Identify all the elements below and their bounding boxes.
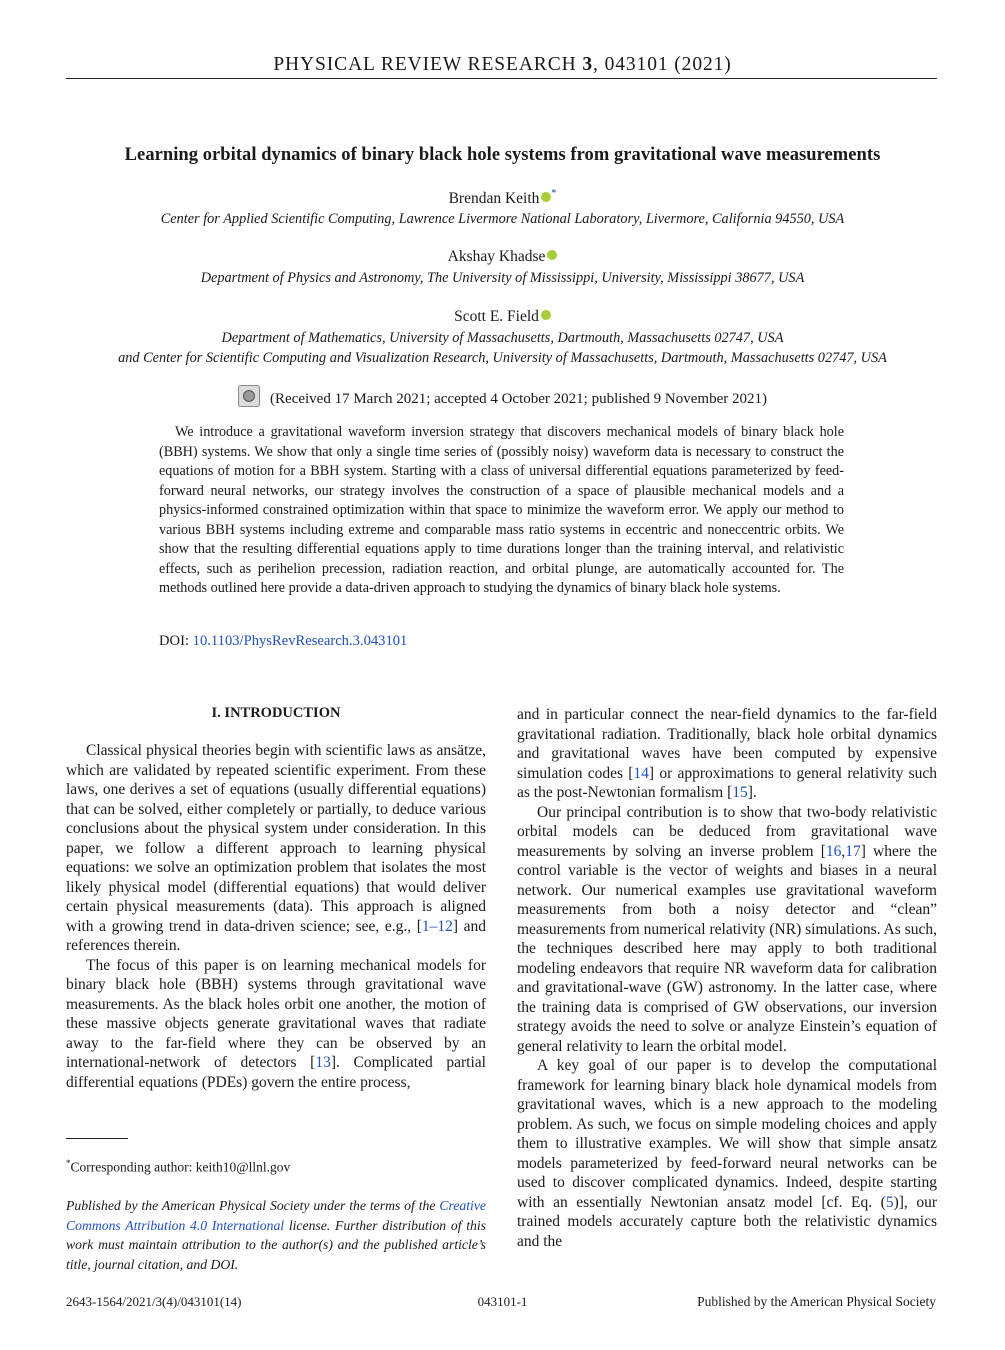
author-name: Akshay Khadse [0,248,1005,266]
citation-link[interactable]: 16 [825,842,842,860]
journal-citation: , 043101 (2021) [593,54,732,75]
citation-link[interactable]: 14 [633,764,649,782]
journal-volume: 3 [582,54,594,75]
equation-link[interactable]: 5 [885,1193,894,1211]
author-affiliation: Department of Physics and Astronomy, The University of Mississippi, University, Mississippi 38677, USA [200,270,805,286]
paragraph: Our principal contribution is to show that two-body relativistic orbital models can be deduced from gravitational wave measurements by solving an inverse problem [16,17] where the control variable is the vector of weights and biases in a neural network. Our numerical examples use gravitational waveform measurements from both a noisy detector and “clean” measurements from numerical relativity (NR) simulations. As such, the techniques described here may apply to both traditional modeling endeavors that require NR waveform data for calibration and gravitational-wave (GW) astronomy. In the latter case, where the training data is comprised of GW observations, our inversion strategy avoids the need to solve or analyze Einstein’s equation of general relativity to learn the orbital model. [517,803,937,1055]
author-name: Scott E. Field [0,308,1005,326]
corresponding-marker[interactable]: * [551,188,557,199]
orcid-icon[interactable] [541,192,551,202]
check-for-updates-icon[interactable] [238,385,260,407]
received-dates: (Received 17 March 2021; accepted 4 October 2021; published 9 November 2021) [0,385,1005,408]
section-heading: I. INTRODUCTION [211,705,341,721]
citation-link[interactable]: 1–12 [421,917,453,935]
paragraph: The focus of this paper is on learning mechanical models for binary black hole (BBH) systems through gravitational wave measurements. As the black holes orbit one another, the motion of these massive objects generate gravitational waves that radiate away to the far-field where they can be observed by an international-network of detectors [13]. Complicated partial differential equations (PDEs) govern the entire process, [66,956,486,1091]
orcid-icon[interactable] [547,250,557,260]
journal-name: PHYSICAL REVIEW RESEARCH [273,54,577,75]
citation-link[interactable]: 17 [845,842,861,860]
left-column [66,741,486,1092]
citation-link[interactable]: 15 [732,784,748,801]
license-notice: Published by the American Physical Society under the terms of the Creative Commons Attribution 4.0 International license. Further distribution of this work must maintain attribution to the author(s) and the published article’s title, journal citation, and DOI. [66,1198,486,1272]
author-affiliation-2: and Center for Scientific Computing and Visualization Research, University of Massachusetts, Dartmouth, Massachusetts 02747, USA [118,350,887,366]
author-affiliation: Center for Applied Scientific Computing, Lawrence Livermore National Laboratory, Livermore, California 94550, USA [160,211,845,227]
abstract: We introduce a gravitational waveform inversion strategy that discovers mechanical models of binary black hole (BBH) systems. We show that only a single time series of (possibly noisy) waveform data is necessary to construct the equations of motion for a BBH system. Starting with a class of universal differential equations parameterized by feed-forward neural networks, our strategy involves the construction of a space of plausible mechanical models and a physics-informed constrained optimization within that space to minimize the waveform error. We apply our method to various BBH systems including extreme and comparable mass ratio systems in eccentric and noneccentric orbits. We show that the resulting differential equations apply to time durations longer than the training interval, and relativistic effects, such as perihelion precession, radiation reaction, and orbital plunge, are automatically accounted for. The methods outlined here provide a data-driven approach to studying the dynamics of binary black hole systems. [159,424,844,596]
footnote-rule [66,1138,128,1139]
citation-link[interactable]: 13 [315,1054,331,1071]
author-affiliation: Department of Mathematics, University of Massachusetts, Dartmouth, Massachusetts 02747, USA [221,330,784,346]
footnote: *Corresponding author: keith10@llnl.gov [66,1158,291,1175]
footer-issn: 2643-1564/2021/3(4)/043101(14) [66,1294,242,1309]
doi-link[interactable]: 10.1103/PhysRevResearch.3.043101 [192,633,408,649]
orcid-icon[interactable] [541,310,551,320]
header-rule [66,78,937,79]
footer-publisher: Published by the American Physical Society [697,1294,936,1309]
right-column [517,705,937,1251]
doi: DOI: 10.1103/PhysRevResearch.3.043101 [159,633,408,649]
page-number: 043101-1 [477,1294,528,1309]
paragraph: A key goal of our paper is to develop the computational framework for learning binary black hole dynamical models from gravitational waves, which is a new approach to the modeling problem. As such, we focus on simple modeling choices and apply them to illustrative examples. We will show that simple ansatz models parameterized by feed-forward neural networks can be used to discover complicated dynamics. Indeed, despite starting with an essentially Newtonian ansatz model [cf. Eq. (5)], our trained models accurately capture both the relativistic dynamics and the [517,1057,937,1250]
license-link[interactable]: Creative Commons Attribution 4.0 International [66,1198,486,1233]
author-name: Brendan Keith * [448,188,557,207]
paper-title: Learning orbital dynamics of binary black hole systems from gravitational wave measurements [124,145,881,165]
paragraph: and in particular connect the near-field dynamics to the far-field gravitational radiation. Traditionally, black hole orbital dynamics and gravitational waves have been computed by expensive simulation codes [14] or approximations to general relativity such as the post-Newtonian formalism [15]. [517,706,937,801]
running-head [66,54,939,78]
paragraph: Classical physical theories begin with scientific laws as ansätze, which are validated by repeated scientific experiment. From these laws, one derives a set of equations (usually differential equations) that can be solved, either completely or partially, to deduce various conclusions about the physical system under consideration. In this paper, we follow a different approach to learning physical equations: we solve an optimization problem that isolates the most likely physical model (differential equations) that would deliver certain physical measurements (data). This approach is aligned with a growing trend in data-driven science; see, e.g., [1–12] and references therein. [66,742,487,954]
